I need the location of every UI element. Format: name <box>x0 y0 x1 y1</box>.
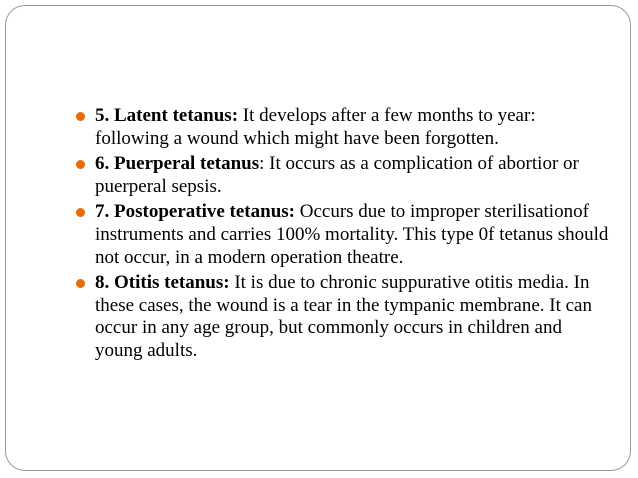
bullet-term: 5. Latent tetanus: <box>95 105 239 126</box>
bullet-item-otitis <box>72 272 612 362</box>
bullet-dot-icon <box>76 112 85 121</box>
bullet-text: It is due to chronic suppurative otitis media. In these cases, the wound is a tear in the tympanic membrane. It can occur in any age group, but commonly occurs in children and young adults. <box>95 272 592 361</box>
bullet-term: 7. Postoperative tetanus: <box>95 201 295 223</box>
bullet-dot-icon <box>76 160 85 169</box>
bullet-item-puerperal <box>72 153 612 198</box>
bullet-dot-icon <box>76 279 85 288</box>
slide-frame <box>5 5 631 471</box>
bullet-text: Occurs due to improper sterilisationof instruments and carries 100% mortality. This type 0f tetanus should not occur, in a modern operation theatre. <box>95 201 609 268</box>
bullet-item-postoperative <box>72 201 612 269</box>
bullet-text: : It occurs as a complication of abortior or puerperal sepsis. <box>95 153 579 197</box>
bullet-text: It develops after a few months to year: following a wound which might have been forgotten. <box>95 105 536 149</box>
bullet-item-latent <box>72 105 612 150</box>
bullet-term: 8. Otitis tetanus: <box>95 272 230 294</box>
bullet-list <box>72 105 612 366</box>
bullet-term: 6. Puerperal tetanus <box>95 153 260 175</box>
bullet-dot-icon <box>76 208 85 217</box>
